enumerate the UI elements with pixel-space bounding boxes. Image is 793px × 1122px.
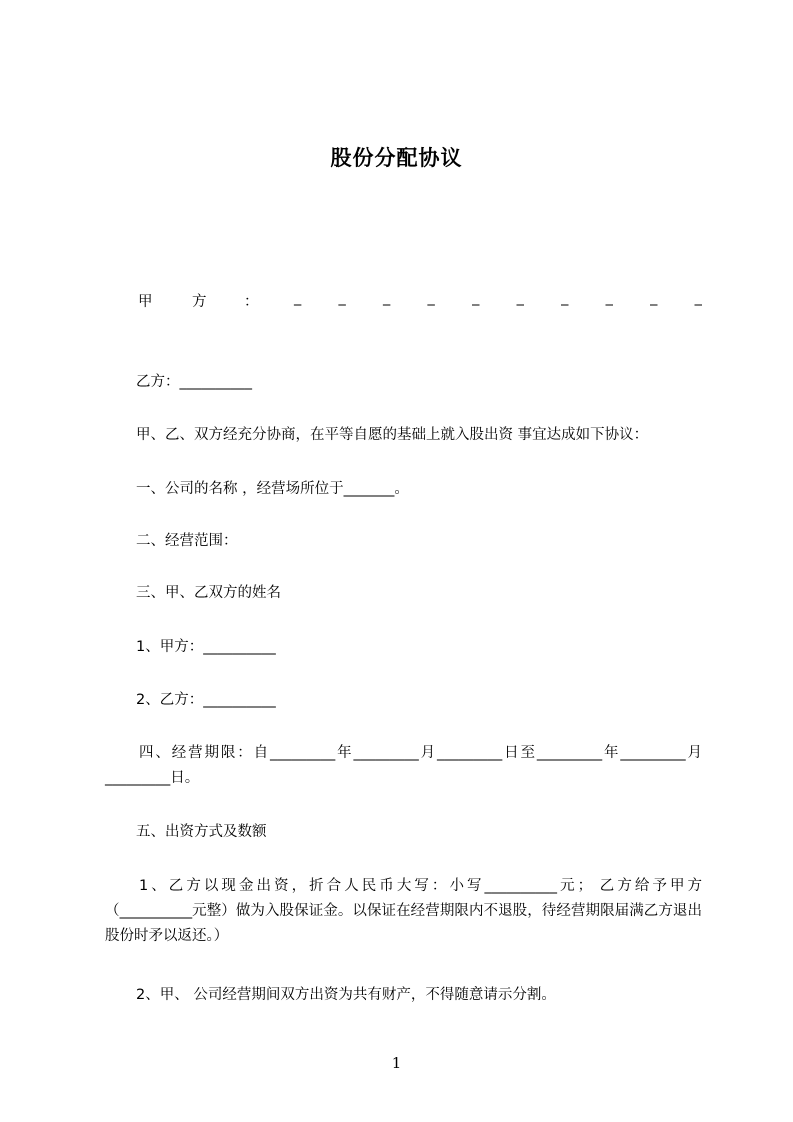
- document-title: 股份分配协议: [330, 146, 463, 170]
- party-a-label-2: 方: [192, 294, 207, 310]
- clause-5-1: 1、乙方以现金出资，折合人民币大写：小写__________元； 乙方给予甲方（__________元整）做为入股保证金。以保证在经营期限内不退股，待经营期限届满乙方退出股份时矛以返还。）: [105, 878, 702, 944]
- clause-3-1: 1、甲方：__________: [136, 639, 276, 655]
- blank-dash: _: [427, 290, 435, 306]
- blank-dash: _: [383, 290, 391, 306]
- clause-4: 四、经营期限：自_________年_________月_________日至_________年_________月_________日。: [105, 745, 702, 786]
- blank-dash: _: [338, 290, 346, 306]
- clause-3: 三、甲、乙双方的姓名: [136, 585, 281, 601]
- clause-5-2: 2、甲、 公司经营期间双方出资为共有财产，不得随意请示分割。: [136, 987, 556, 1003]
- blank-dash: _: [650, 290, 658, 306]
- clause-5: 五、出资方式及数额: [136, 824, 267, 840]
- blank-dash: _: [605, 290, 613, 306]
- blank-dash: _: [472, 290, 480, 306]
- clause-2: 二、经营范围：: [136, 533, 238, 549]
- blank-dash: _: [561, 290, 569, 306]
- page-number: 1: [391, 1054, 402, 1072]
- party-a-blank: [294, 290, 702, 306]
- blank-dash: _: [694, 290, 702, 306]
- blank-dash: _: [294, 290, 302, 306]
- blank-dash: _: [516, 290, 524, 306]
- clause-3-2: 2、乙方：__________: [136, 692, 276, 708]
- party-a-line: [138, 290, 702, 314]
- party-a-label-1: 甲: [138, 294, 153, 310]
- party-a-colon: ：: [244, 294, 259, 310]
- party-b-line: 乙方：__________: [136, 374, 252, 390]
- clause-1: 一、公司的名称 ，经营场所位于_______。: [136, 481, 409, 497]
- intro-paragraph: 甲、乙、双方经充分协商，在平等自愿的基础上就入股出资 事宜达成如下协议：: [136, 427, 649, 443]
